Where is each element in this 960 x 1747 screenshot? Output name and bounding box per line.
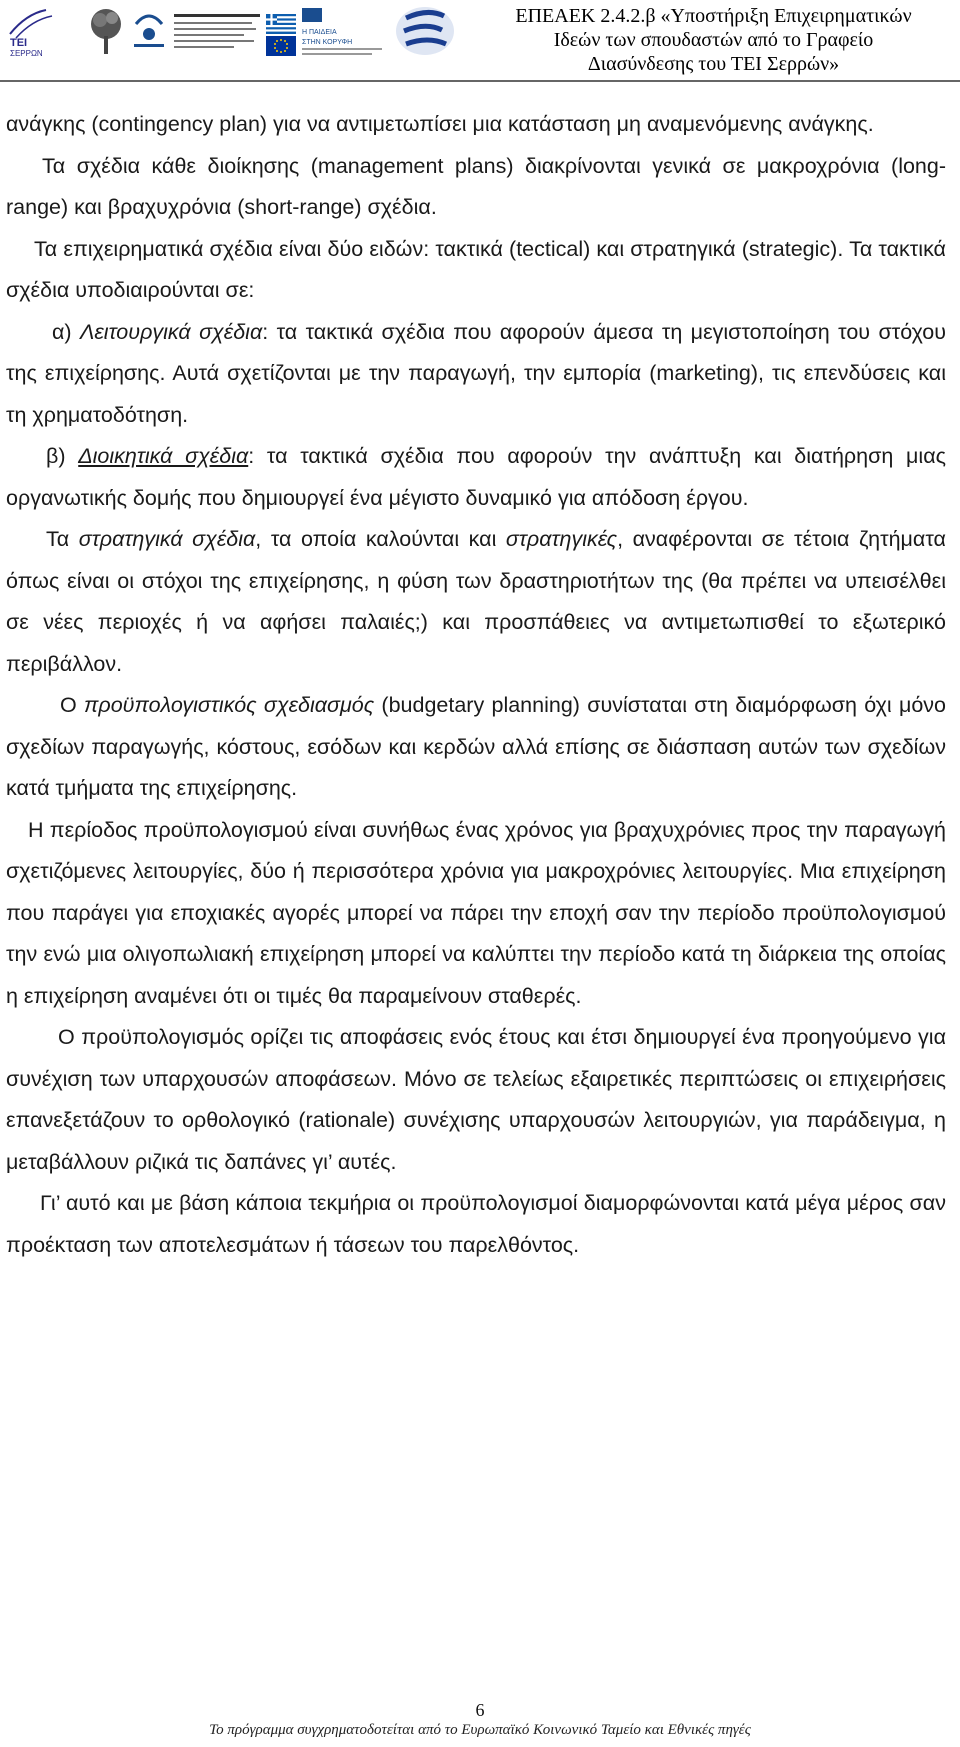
term-budgetary-planning: προϋπολογιστικός σχεδιασμός <box>84 693 375 717</box>
project-title-line-3: Διασύνδεσης του ΤΕΙ Σερρών» <box>587 53 840 75</box>
paragraph-5-text: : τα τακτικά σχέδια που αφορούν την ανάπτυξη και διατήρηση μιας οργανωτικής δομής που δημιουργεί ένα μέγιστο δυναμικό για απόδοση έργου. <box>6 444 946 510</box>
paragraph-10 <box>6 1183 946 1266</box>
paragraph-3-text: Τα επιχειρηματικά σχέδια είναι δύο ειδών: τακτικά (tectical) και στρατηγικά (strategic). Τα τακτικά σχέδια υποδιαιρούνται σε: <box>6 236 946 302</box>
tei-serron-logo <box>6 4 78 58</box>
term-administrative-plans: Διοικητικά σχέδια <box>78 444 249 468</box>
tree-emblem <box>86 4 126 58</box>
paragraph-10-text: Γι’ αυτό και με βάση κάποια τεκμήρια οι προϋπολογισμοί διαμορφώνονται κατά μέγα μέρος σαν προέκταση των αποτελεσμάτων ή τάσεων του παρελθόντος. <box>6 1191 946 1257</box>
paragraph-4-prefix: α) <box>52 319 80 344</box>
document-header <box>0 0 960 82</box>
project-title-line-2: Ιδεών των σπουδαστών από το Γραφείο <box>553 29 874 51</box>
paragraph-1 <box>6 104 946 146</box>
paragraph-6-text-b: , τα οποία καλούνται και <box>255 527 506 551</box>
paragraph-7 <box>6 685 946 810</box>
paragraph-4 <box>6 312 946 437</box>
ministry-logo <box>132 4 166 58</box>
paragraph-2-text: Τα σχέδια κάθε διοίκησης (management plans) διακρίνονται γενικά σε μακροχρόνια (long-range) και βραχυχρόνια (short-range) σχέδια. <box>6 153 946 219</box>
svg-text:Η ΠΑΙΔΕΙΑ: Η ΠΑΙΔΕΙΑ <box>302 29 337 36</box>
paragraph-7-text-b: (budgetary planning) συνίσταται στη διαμόρφωση όχι μόνο σχεδίων παραγωγής, κόστους, εσόδων και κερδών αλλά επίσης σε διάσπαση αυτών των σχεδίων κατά τμήματα της επιχείρησης. <box>6 693 947 800</box>
svg-text:ΤΕΙ: ΤΕΙ <box>10 37 28 49</box>
paragraph-6 <box>6 519 946 685</box>
term-strategic-plans: στρατηγικά σχέδια <box>78 527 256 551</box>
paideia-logo <box>302 4 388 58</box>
paragraph-1-text: ανάγκης (contingency plan) για να αντιμετωπίσει μια κατάσταση μη αναμενόμενης ανάγκης. <box>6 112 874 136</box>
header-divider <box>0 80 960 82</box>
paragraph-6-text-c: , αναφέρονται σε τέτοια ζητήματα όπως είναι οι στόχοι της επιχείρησης, η φύση των δραστηριοτήτων της (θα πρέπει να υπεισέλθει σε νέες περιοχές ή να αφήσει παλαιές;) και προσπάθειες να αντιμετωπισθεί το εξωτερικό περιβάλλον. <box>6 527 946 676</box>
program-text-block <box>174 4 260 58</box>
paragraph-5-prefix: β) <box>46 444 79 468</box>
paragraph-9 <box>6 1017 946 1183</box>
epeaek-logo <box>394 4 456 58</box>
paragraph-8-text: Η περίοδος προϋπολογισμού είναι συνήθως ένας χρόνος για βραχυχρόνιες προς την παραγωγή σχετιζόμενες λειτουργίες, δύο ή περισσότερα χρόνια για μακροχρόνιες λειτουργίες. Μια επιχείρηση που παράγει για εποχιακές αγορές μπορεί να πάρει την εποχή σαν την περίοδο προϋπολογισμού την ενώ μια ολιγοπωλιακή επιχείρηση μπορεί να καλύπτει την περίοδο κατά τη διάρκεια της οποίας η επιχείρηση αναμένει ότι οι τιμές θα παραμείνουν σταθερές. <box>6 817 946 1008</box>
document-body <box>6 104 946 1266</box>
funding-note: Το πρόγραμμα συγχρηματοδοτείται από το Ευρωπαϊκό Κοινωνικό Ταμείο και Εθνικές πηγές <box>209 1722 751 1738</box>
eu-flag-icon <box>266 36 296 56</box>
paragraph-8 <box>6 810 946 1018</box>
project-title-line-1: ΕΠΕΑΕΚ 2.4.2.β «Υποστήριξη Επιχειρηματικών <box>515 5 912 27</box>
term-strategies: στρατηγικές <box>505 527 618 551</box>
paragraph-2 <box>6 146 946 229</box>
paragraph-4-text: : τα τακτικά σχέδια που αφορούν άμεσα τη μεγιστοποίηση του στόχου της επιχείρησης. Αυτά σχετίζονται με την παραγωγή, την εμπορία (marketing), τις επενδύσεις και τη χρηματοδότηση. <box>6 319 947 427</box>
greek-flag-icon <box>266 14 296 34</box>
paragraph-6-text-a: Τα <box>46 527 79 551</box>
page-number: 6 <box>475 1700 485 1720</box>
project-title <box>467 4 960 76</box>
svg-text:ΣΤΗΝ ΚΟΡΥΦΗ: ΣΤΗΝ ΚΟΡΥΦΗ <box>302 39 353 46</box>
sponsor-logos <box>6 4 456 58</box>
paragraph-7-text-a: Ο <box>60 693 84 717</box>
paragraph-5 <box>6 436 946 519</box>
term-operational-plans: Λειτουργικά σχέδια <box>80 319 263 344</box>
svg-text:ΣΕΡΡΩΝ: ΣΕΡΡΩΝ <box>10 49 43 58</box>
paragraph-3 <box>6 229 946 312</box>
paragraph-9-text: Ο προϋπολογισμός ορίζει τις αποφάσεις ενός έτους και έτσι δημιουργεί ένα προηγούμενο για συνέχιση των υπαρχουσών αποφάσεων. Μόνο σε τελείως εξαιρετικές περιπτώσεις οι επιχειρήσεις επανεξετάζουν το ορθολογικό (rationale) συνέχισης υπαρχουσών λειτουργιών, για παράδειγμα, η μεταβάλλουν ριζικά τις δαπάνες γι’ αυτές. <box>6 1025 946 1174</box>
